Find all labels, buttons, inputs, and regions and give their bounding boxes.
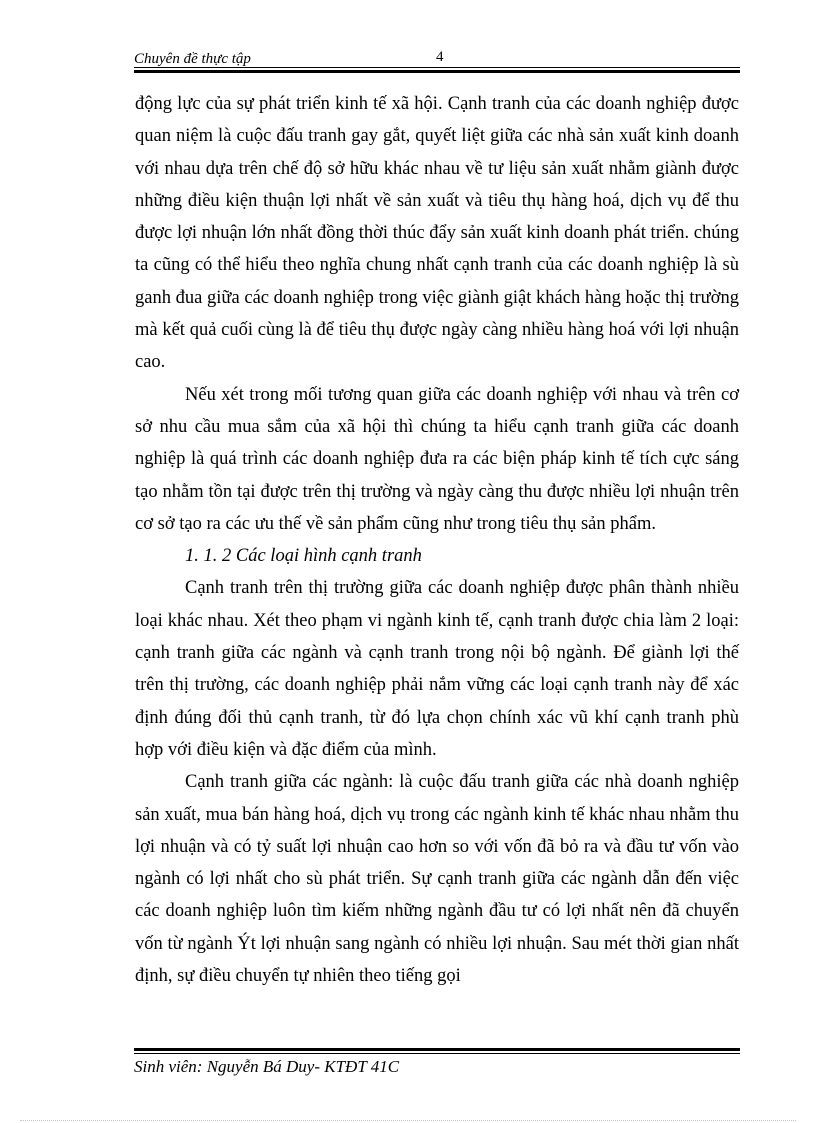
page-header: [134, 46, 740, 76]
page-number: 4: [436, 49, 444, 65]
page-edge-divider: [20, 1120, 796, 1121]
footer-author: Sinh viên: Nguyễn Bá Duy- KTĐT 41C: [134, 1057, 400, 1076]
document-body: [135, 88, 739, 992]
header-rule-thick: [134, 70, 740, 73]
paragraph-4: Cạnh tranh giữa các ngành: là cuộc đấu tranh giữa các nhà doanh nghiệp sản xuất, mua bán hàng hoá, dịch vụ trong các ngành kinh tế khác nhau nhằm thu lợi nhuận và có tỷ suất lợi nhuận cao hơn so với vốn đã bỏ ra và đầu tư vốn vào ngành có lợi nhất cho sù phát triển. Sự cạnh tranh giữa các ngành dẫn đến việc các doanh nghiệp luôn tìm kiếm những ngành đầu tư có lợi nhất nên đã chuyển vốn từ ngành Ýt lợi nhuận sang ngành có nhiều lợi nhuận. Sau mét thời gian nhất định, sự điều chuyển tự nhiên theo tiếng gọi: [135, 772, 739, 987]
section-heading: 1. 1. 2 Các loại hình cạnh tranh: [185, 546, 422, 567]
paragraph-3: Cạnh tranh trên thị trường giữa các doanh nghiệp được phân thành nhiều loại khác nhau. Xét theo phạm vi ngành kinh tế, cạnh tranh được chia làm 2 loại: cạnh tranh giữa các ngành và cạnh tranh trong nội bộ ngành. Để giành lợi thế trên thị trường, các doanh nghiệp phải nắm vững các loại cạnh tranh này để xác định đúng đối thủ cạnh tranh, từ đó lựa chọn chính xác vũ khí cạnh tranh phù hợp với điều kiện và đặc điểm của mình.: [135, 578, 739, 760]
header-rule-thin: [134, 67, 740, 68]
paragraph-2: Nếu xét trong mối tương quan giữa các doanh nghiệp với nhau và trên cơ sở nhu cầu mua sắm của xã hội thì chúng ta hiểu cạnh tranh giữa các doanh nghiệp là quá trình các doanh nghiệp đưa ra các biện pháp kinh tế tích cực sáng tạo nhằm tồn tại được trên thị trường và ngày càng thu được nhiều lợi nhuận trên cơ sở tạo ra các ưu thế về sản phẩm cũng như trong tiêu thụ sản phẩm.: [135, 384, 739, 534]
page-footer: [134, 1044, 740, 1084]
footer-rule-thin: [134, 1053, 740, 1054]
header-title: Chuyên đề thực tập: [134, 51, 251, 67]
footer-rule-thick: [134, 1048, 740, 1051]
paragraph-1: động lực của sự phát triển kinh tế xã hội. Cạnh tranh của các doanh nghiệp được quan niệm là cuộc đấu tranh gay gắt, quyết liệt giữa các nhà sản xuất kinh doanh với nhau dựa trên chế độ sở hữu khác nhau về tư liệu sản xuất nhằm giành được những điều kiện thuận lợi nhất về sản xuất và tiêu thụ hàng hoá, dịch vụ để thu được lợi nhuận lớn nhất đồng thời thúc đẩy sản xuất kinh doanh phát triển. chúng ta cũng có thể hiểu theo nghĩa chung nhất cạnh tranh của các doanh nghiệp là sù ganh đua giữa các doanh nghiệp trong việc giành giật khách hàng hoặc thị trường mà kết quả cuối cùng là để tiêu thụ được ngày càng nhiều hàng hoá với lợi nhuận cao.: [135, 94, 739, 373]
